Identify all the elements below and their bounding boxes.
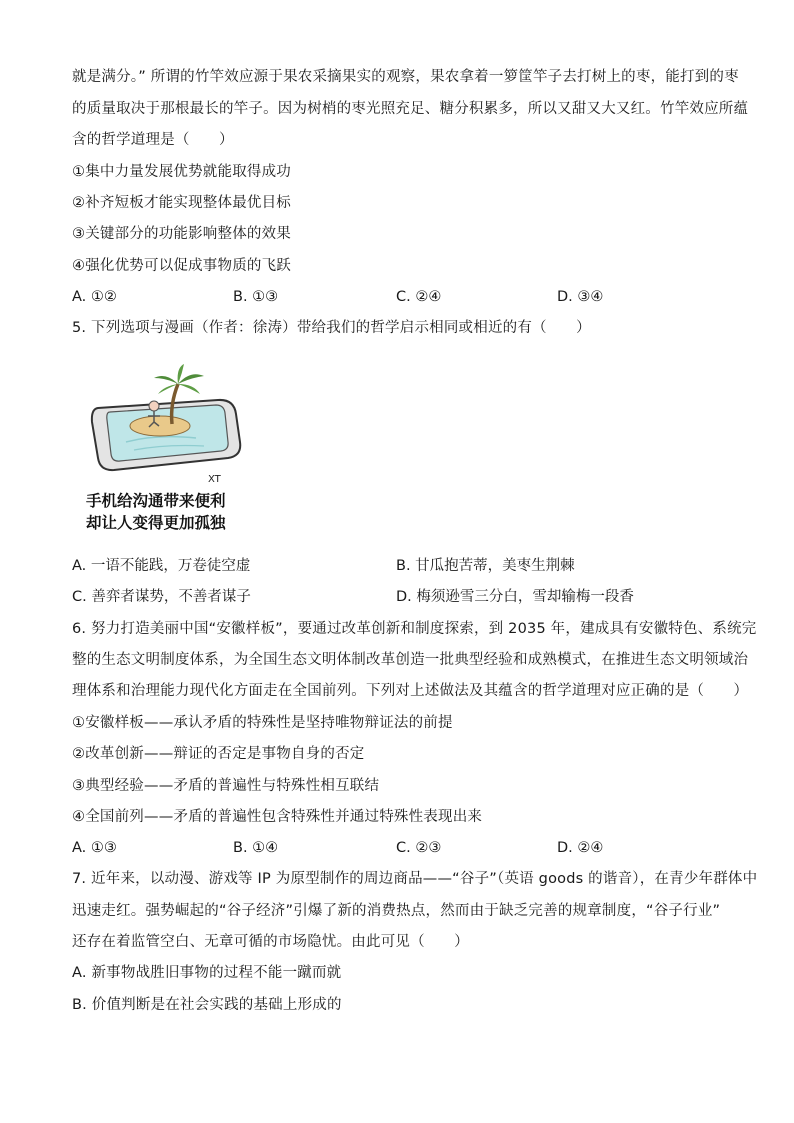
q7-stem-line-3: 还存在着监管空白、无章可循的市场隐忧。由此可见（ ）: [72, 934, 469, 950]
q4-statement-1: ①集中力量发展优势就能取得成功: [72, 164, 291, 180]
q4-option-c: C. ②④: [396, 289, 442, 305]
q6-stem-line-3: 理体系和治理能力现代化方面走在全国前列。下列对上述做法及其蕴含的哲学道理对应正确的是（ ）: [72, 683, 749, 699]
q7-stem-line-1: 7. 近年来，以动漫、游戏等 IP 为原型制作的周边商品——“谷子”（英语 goods 的谐音），在青少年群体中: [72, 871, 758, 887]
q4-option-b: B. ①③: [233, 289, 279, 305]
q6-option-a: A. ①③: [72, 840, 117, 856]
q6-option-b: B. ①④: [233, 840, 279, 856]
q7-option-a: A. 新事物战胜旧事物的过程不能一蹴而就: [72, 965, 342, 981]
q5-cartoon: [86, 364, 256, 540]
q6-option-d: D. ②④: [557, 840, 604, 856]
q5-option-c: C. 善弈者谋势，不善者谋子: [72, 589, 251, 605]
q4-stem-line-3: 含的哲学道理是（ ）: [72, 132, 234, 148]
q4-statement-3: ③关键部分的功能影响整体的效果: [72, 226, 291, 242]
q6-statement-1: ①安徽样板——承认矛盾的特殊性是坚持唯物辩证法的前提: [72, 715, 453, 731]
q4-stem-line-1: 就是满分。” 所谓的竹竿效应源于果农采摘果实的观察，果农拿着一箩筐竿子去打树上的枣，能打到的枣: [72, 69, 739, 85]
q6-statement-2: ②改革创新——辩证的否定是事物自身的否定: [72, 746, 365, 762]
q6-stem-line-1: 6. 努力打造美丽中国“安徽样板”，要通过改革创新和制度探索，到 2035 年，建成具有安徽特色、系统完: [72, 621, 757, 637]
q7-stem-line-2: 迅速走红。强势崛起的“谷子经济”引爆了新的消费热点，然而由于缺乏完善的规章制度，“谷子行业”: [72, 903, 721, 919]
q5-option-d: D. 梅须逊雪三分白，雪却输梅一段香: [396, 589, 634, 605]
q7-option-b: B. 价值判断是在社会实践的基础上形成的: [72, 997, 342, 1013]
q6-statement-3: ③典型经验——矛盾的普遍性与特殊性相互联结: [72, 778, 380, 794]
q4-option-a: A. ①②: [72, 289, 117, 305]
q5-option-b: B. 甘瓜抱苦蒂，美枣生荆棘: [396, 558, 575, 574]
cartoon-caption-line-1: 手机给沟通带来便利: [86, 492, 226, 510]
q4-stem-line-2: 的质量取决于那根最长的竿子。因为树梢的枣光照充足、糖分积累多，所以又甜又大又红。竹竿效应所蕴: [72, 101, 749, 117]
q5-stem: 5. 下列选项与漫画（作者：徐涛）带给我们的哲学启示相同或相近的有（ ）: [72, 320, 591, 336]
q5-option-a: A. 一语不能践，万卷徒空虚: [72, 558, 251, 574]
cartoon-caption-line-2: 却让人变得更加孤独: [86, 514, 226, 532]
q4-statement-4: ④强化优势可以促成事物质的飞跃: [72, 258, 291, 274]
phone-island-illustration: [86, 364, 256, 540]
q6-option-c: C. ②③: [396, 840, 442, 856]
q6-stem-line-2: 整的生态文明制度体系，为全国生态文明体制改革创造一批典型经验和成熟模式，在推进生态文明领域治: [72, 652, 749, 668]
cartoon-signature: XT: [208, 474, 221, 485]
q4-statement-2: ②补齐短板才能实现整体最优目标: [72, 195, 291, 211]
q6-statement-4: ④全国前列——矛盾的普遍性包含特殊性并通过特殊性表现出来: [72, 809, 483, 825]
q4-option-d: D. ③④: [557, 289, 604, 305]
